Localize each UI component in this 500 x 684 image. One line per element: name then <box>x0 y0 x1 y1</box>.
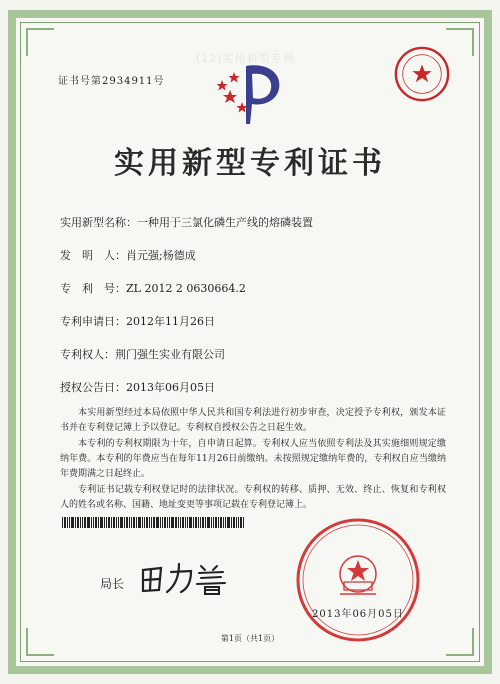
barcode-bar <box>75 517 76 528</box>
barcode-bar <box>220 517 222 528</box>
barcode-bar <box>118 517 119 528</box>
barcode-bar <box>236 517 237 528</box>
top-seal <box>393 45 451 103</box>
field-value: 荆门强生实业有限公司 <box>115 348 225 361</box>
field-label: 专利申请日： <box>60 315 126 328</box>
barcode-bar <box>227 517 230 528</box>
barcode-bar <box>207 517 210 528</box>
barcode-bar <box>211 517 212 528</box>
barcode-bar <box>193 517 194 528</box>
barcode-bar <box>189 517 192 528</box>
barcode-bar <box>80 517 81 528</box>
barcode-bar <box>233 517 235 528</box>
barcode-bar <box>200 517 201 528</box>
barcode-bar <box>171 517 174 528</box>
barcode-bar <box>240 517 242 528</box>
barcode-bar <box>213 517 214 528</box>
barcode-bar <box>93 517 94 528</box>
field-label: 专 利 号： <box>60 282 126 295</box>
barcode-bar <box>100 517 103 528</box>
barcode-bar <box>126 517 128 528</box>
barcode-bar <box>178 517 179 528</box>
barcode-bar <box>156 517 159 528</box>
barcode-bar <box>202 517 204 528</box>
barcode-bar <box>153 517 155 528</box>
watermark-text: (12)实用新型专利 <box>196 52 295 65</box>
field-value: 2012年11月26日 <box>126 315 215 328</box>
director-label: 局长 <box>100 577 125 591</box>
barcode-bar <box>98 517 99 528</box>
barcode-bar <box>195 517 197 528</box>
body-paragraph: 专利证书记载专利权登记时的法律状况。专利权的转移、质押、无效、终止、恢复和专利权人的姓名或名称、国籍、地址变更等事项记载在专利登记簿上。 <box>60 485 446 510</box>
barcode-bar <box>182 517 184 528</box>
barcode-bar <box>238 517 239 528</box>
field-publication-date <box>60 379 215 395</box>
barcode-bar <box>69 517 70 528</box>
barcode-bar <box>138 517 141 528</box>
field-value: 肖元强;杨德成 <box>126 249 196 262</box>
field-label: 发 明 人： <box>60 249 126 262</box>
barcode-bar <box>223 517 224 528</box>
body-paragraph: 本实用新型经过本局依照中华人民共和国专利法进行初步审查，决定授予专利权，颁发本证书并在专利登记簿上予以登记。专利权自授权公告之日起生效。 <box>60 408 446 433</box>
barcode-bar <box>116 517 117 528</box>
barcode-bar <box>146 517 148 528</box>
official-seal <box>294 516 422 644</box>
barcode-bar <box>205 517 206 528</box>
barcode-bar <box>187 517 188 528</box>
barcode-bar <box>71 517 74 528</box>
barcode-bar <box>136 517 137 528</box>
barcode-bar <box>87 517 90 528</box>
barcode-bar <box>243 517 244 528</box>
barcode-bar <box>185 517 186 528</box>
director-signature <box>135 558 245 598</box>
field-value: 2013年06月05日 <box>126 381 215 394</box>
barcode-bar <box>95 517 97 528</box>
barcode <box>62 517 292 528</box>
field-inventor <box>60 247 196 263</box>
barcode-bar <box>198 517 199 528</box>
field-patent-number <box>60 280 246 296</box>
barcode-bar <box>91 517 92 528</box>
body-paragraph: 本专利的专利权期限为十年，自申请日起算。专利权人应当依照专利法及其实施细则规定缴纳年费。本专利的年费应当在每年11月26日前缴纳。未按照规定缴纳年费的，专利权自应当缴纳年费期满之日起终止。 <box>60 439 446 479</box>
barcode-bar <box>133 517 135 528</box>
field-value: ZL 2012 2 0630664.2 <box>126 282 246 295</box>
field-patentee <box>60 346 225 362</box>
field-value: 一种用于三氯化磷生产线的熔磷装置 <box>137 216 313 229</box>
field-label: 实用新型名称： <box>60 216 137 229</box>
barcode-bar <box>142 517 143 528</box>
barcode-bar <box>162 517 163 528</box>
barcode-bar <box>231 517 232 528</box>
barcode-bar <box>84 517 86 528</box>
barcode-bar <box>160 517 161 528</box>
certificate-body <box>60 406 446 514</box>
barcode-bar <box>67 517 68 528</box>
barcode-bar <box>62 517 63 528</box>
barcode-bar <box>215 517 217 528</box>
barcode-bar <box>124 517 125 528</box>
field-application-date <box>60 313 215 329</box>
field-label: 专利权人： <box>60 348 115 361</box>
barcode-bar <box>104 517 105 528</box>
barcode-bar <box>129 517 130 528</box>
barcode-bar <box>180 517 181 528</box>
barcode-bar <box>131 517 132 528</box>
field-utility-model-name <box>60 214 313 230</box>
certificate-number: 证书号第2934911号 <box>58 76 165 87</box>
barcode-bar <box>175 517 177 528</box>
barcode-bar <box>77 517 79 528</box>
barcode-bar <box>64 517 66 528</box>
barcode-bar <box>164 517 166 528</box>
barcode-bar <box>108 517 110 528</box>
barcode-bar <box>120 517 123 528</box>
page-number: 第1页（共1页） <box>220 634 280 643</box>
barcode-bar <box>225 517 226 528</box>
barcode-bar <box>151 517 152 528</box>
barcode-bar <box>106 517 107 528</box>
barcode-bar <box>113 517 115 528</box>
corner-ornament <box>26 28 54 56</box>
barcode-bar <box>218 517 219 528</box>
certificate-title: 实用新型专利证书 <box>114 146 386 181</box>
seal-date: 2013年06月05日 <box>312 609 404 620</box>
barcode-bar <box>167 517 168 528</box>
field-label: 授权公告日： <box>60 381 126 394</box>
barcode-bar <box>111 517 112 528</box>
patent-office-logo <box>212 56 292 126</box>
barcode-bar <box>149 517 150 528</box>
barcode-bar <box>144 517 145 528</box>
barcode-bar <box>169 517 170 528</box>
barcode-bar <box>82 517 83 528</box>
